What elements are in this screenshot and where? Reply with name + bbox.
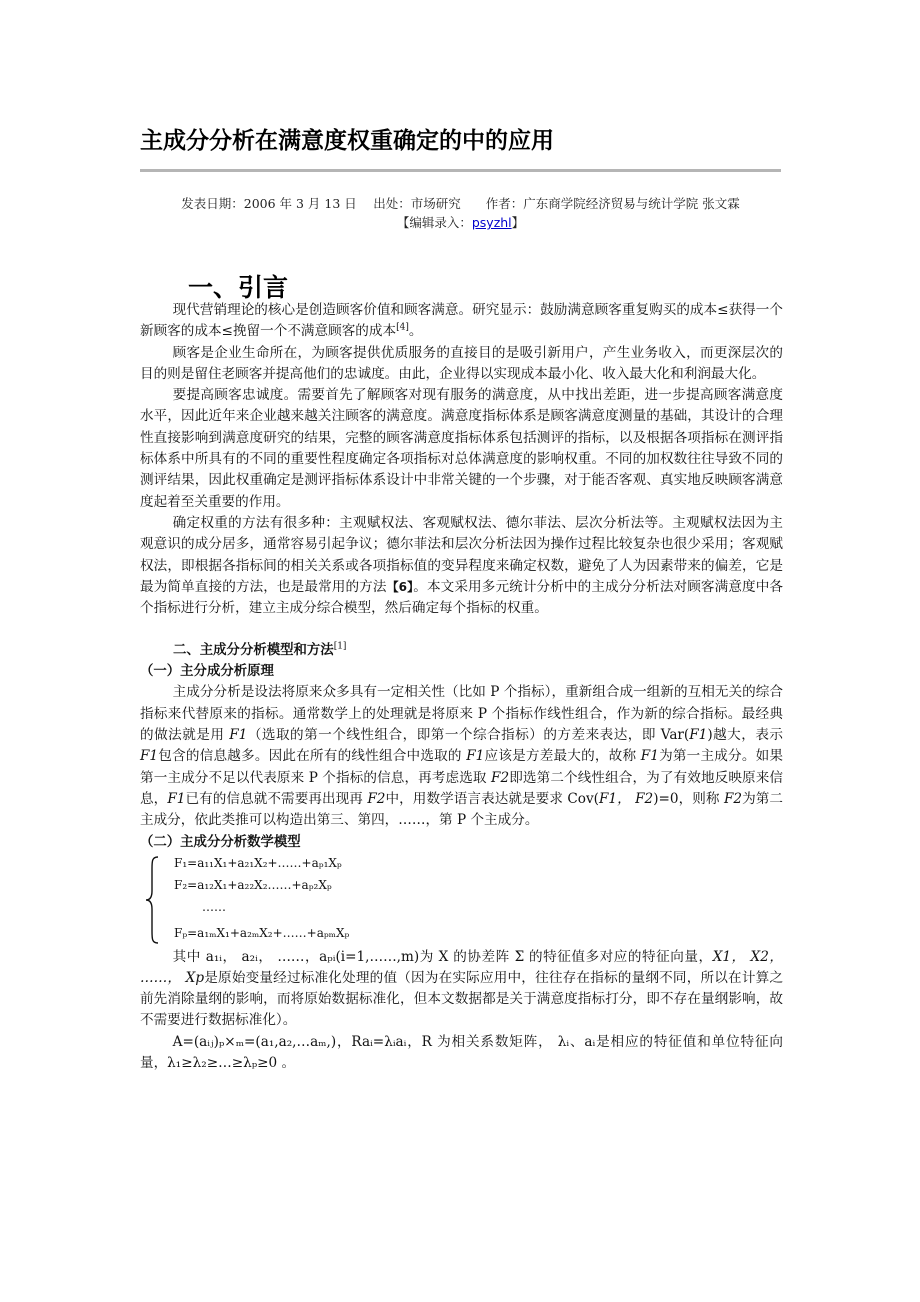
meta-line: 发表日期：2006 年 3 月 13 日 出处：市场研究 作者：广东商学院经济贸易与统计学院 张文霖: [181, 196, 740, 211]
paragraph: 主成分分析是设法将原来众多具有一定相关性（比如 P 个指标），重新组合成一组新的互相无关的综合指标来代替原来的指标。通常数学上的处理就是将原来 P 个指标作线性组合，作为新的综合指标。最经典的做法就是用 F1（选取的第一个线性组合，即第一个综合指标）的方差来表达，即 Var(F1)越大，表示 F1包含的信息越多。因此在所有的线性组合中选取的 F1应该是方差最大的，故称 F1为第一主成分。如果第一主成分不足以代表原来 P 个指标的信息，再考虑选取 F2即选第二个线性组合，为了有效地反映原来信息，F1已有的信息就不需要再出现再 F2中，用数学语言表达就是要求 Cov(F1， F2)=0，则称 F2为第二主成分，依此类推可以构造出第三、第四，……，第 P 个主成分。: [140, 684, 784, 829]
editor-line: [140, 213, 781, 232]
formula-row: Fₚ=a₁ₘX₁+a₂ₘX₂+……+aₚₘXₚ: [174, 925, 350, 940]
reference-mark: [4]: [396, 322, 409, 333]
subsection-heading: （二）主成分分析数学模型: [140, 834, 301, 850]
reference-mark: [1]: [333, 641, 347, 652]
article-title: 主成分分析在满意度权重确定的中的应用: [140, 128, 554, 154]
left-brace-icon: [144, 855, 160, 945]
paragraph: A=(aᵢⱼ)ₚ×ₘ=(a₁,a₂,…aₘ,)，Raᵢ=λᵢaᵢ，R 为相关系数矩阵， λᵢ、aᵢ是相应的特征值和单位特征向量，λ₁≥λ₂≥…≥λₚ≥0 。: [140, 1033, 783, 1072]
paragraph: 其中 a₁ᵢ， a₂ᵢ， ……，aₚᵢ(i=1,……,m)为 X 的协差阵 Σ 的特征值多对应的特征向量，X1， X2， ……， Xp是原始变量经过标准化处理的值（因为在实际应用中，往往存在指标的量纲不同，所以在计算之前先消除量纲的影响，而将原始数据标准化，但本文数据都是关于满意度指标打分，即不存在量纲影响，故不需要进行数据标准化）。: [140, 948, 784, 1029]
editor-link[interactable]: psyzhl: [471, 215, 512, 230]
formula-system: [140, 855, 783, 947]
article-body: [140, 300, 783, 1074]
editor-suffix: 】: [511, 215, 525, 230]
formula-row: ……: [202, 899, 226, 914]
paragraph: 顾客是企业生命所在，为顾客提供优质服务的直接目的是吸引新用户，产生业务收入，而更深层次的目的则是留住老顾客并提高他们的忠诚度。由此，企业得以实现成本最小化、收入最大化和利润最大化。: [140, 344, 783, 382]
paragraph: 确定权重的方法有很多种：主观赋权法、客观赋权法、德尔菲法、层次分析法等。主观赋权法因为主观意识的成分居多，通常容易引起争议；德尔菲法和层次分析法因为操作过程比较复杂也很少采用；客观赋权法，即根据各指标间的相关关系或各项指标值的变异程度来确定权数，避免了人为因素带来的偏差，它是最为简单直接的方法，也是最常用的方法【6】。本文采用多元统计分析中的主成分分析法对顾客满意度中各个指标进行分析，建立主成分综合模型，然后确定每个指标的权重。: [140, 514, 784, 617]
paragraph: 要提高顾客忠诚度。需要首先了解顾客对现有服务的满意度，从中找出差距，进一步提高顾客满意度水平，因此近年来企业越来越关注顾客的满意度。满意度指标体系是顾客满意度测量的基础，其设计的合理性直接影响到满意度研究的结果，完整的顾客满意度指标体系包括测评的指标，以及根据各项指标在测评指标体系中所具有的不同的重要性程度确定各项指标对总体满意度的影响权重。不同的加权数往往导致不同的测评结果，因此权重确定是测评指标体系设计中非常关键的一个步骤，对于能否客观、真实地反映顾客满意度起着至关重要的作用。: [140, 387, 783, 510]
formula-row: F₂=a₁₂X₁+a₂₂X₂……+aₚ₂Xₚ: [174, 877, 332, 892]
section1-heading: 一、引言: [188, 273, 289, 302]
section2-heading: 二、主成分分析模型和方法[1]: [173, 641, 347, 659]
reference-mark: 【6】: [386, 579, 414, 594]
paragraph: 现代营销理论的核心是创造顾客价值和顾客满意。研究显示：鼓励满意顾客重复购买的成本≤获得一个新顾客的成本≤挽留一个不满意顾客的成本[4]。: [140, 302, 783, 340]
formula-row: F₁=a₁₁X₁+a₂₁X₂+……+aₚ₁Xₚ: [174, 855, 342, 870]
article-meta: [140, 194, 781, 232]
subsection-heading: （一）主分成分析原理: [140, 664, 274, 680]
editor-prefix: 【编辑录入：: [396, 215, 472, 230]
title-divider: [140, 169, 781, 172]
